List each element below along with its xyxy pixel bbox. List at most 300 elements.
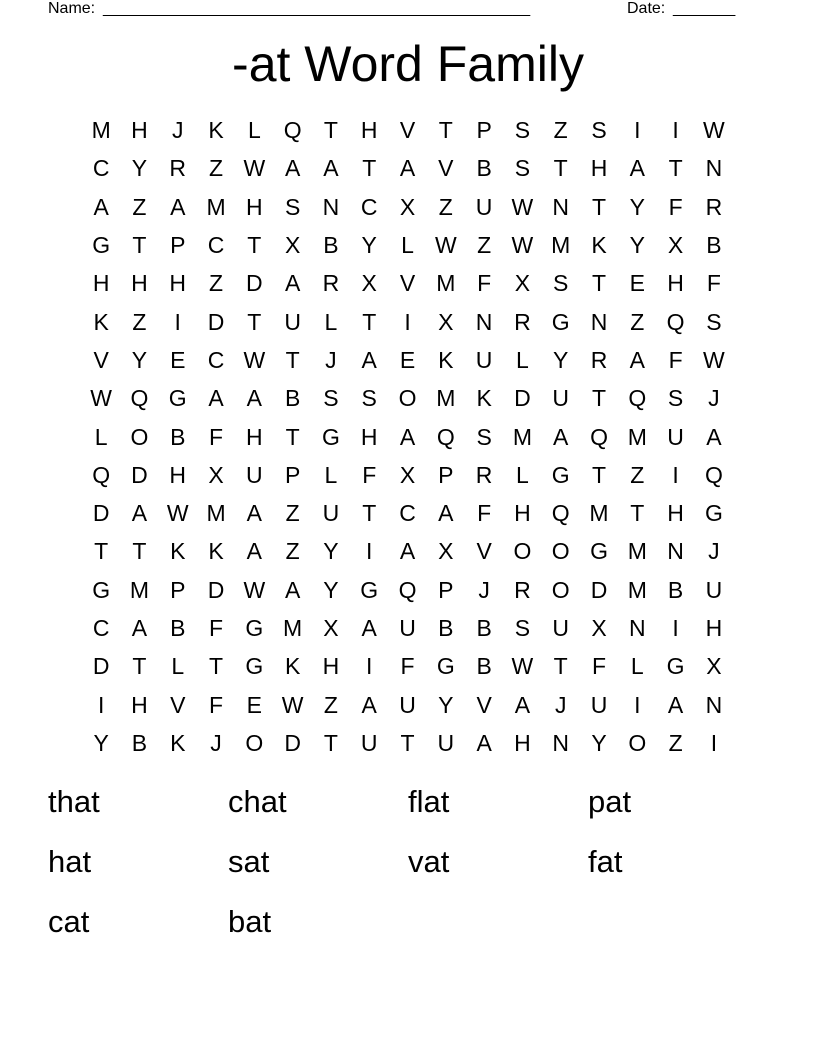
grid-letter[interactable]: X [667,232,684,259]
page-title: -at Word Family [232,36,584,92]
grid-letter[interactable]: E [629,270,645,297]
grid-letter[interactable]: H [360,423,378,450]
grid-letter[interactable]: G [245,653,264,680]
grid-letter[interactable]: Y [629,193,645,220]
grid-letter[interactable]: I [366,653,373,680]
grid-letter[interactable]: T [438,117,453,144]
grid-letter[interactable]: U [246,461,263,488]
grid-letter[interactable]: N [552,729,570,756]
grid-letter[interactable]: T [591,193,607,220]
grid-letter[interactable]: B [476,615,492,641]
grid-row [82,379,734,417]
grid-letter[interactable]: F [209,423,224,450]
grid-letter[interactable]: H [169,461,187,488]
grid-letter[interactable]: Z [553,117,568,144]
grid-letter[interactable]: S [323,385,339,412]
grid-letter[interactable]: R [169,155,187,182]
grid-letter[interactable]: O [245,729,264,756]
grid-letter[interactable]: J [554,691,567,718]
grid-letter[interactable]: A [246,538,262,565]
grid-letter[interactable]: D [131,461,148,488]
grid-letter[interactable]: S [361,385,377,412]
grid-letter[interactable]: E [399,346,416,373]
grid-letter[interactable]: K [93,308,109,335]
grid-letter[interactable]: W [703,117,725,144]
grid-letter[interactable]: T [591,461,607,488]
grid-letter[interactable]: T [132,232,147,259]
word-bank-item: vat [408,844,450,879]
grid-letter[interactable]: N [322,193,340,220]
grid-letter[interactable]: X [208,461,224,488]
grid-letter[interactable]: A [667,691,684,718]
grid-letter[interactable]: B [131,729,148,756]
grid-letter[interactable]: I [404,308,411,335]
grid-letter[interactable]: U [475,346,493,373]
grid-letter[interactable]: D [92,500,110,527]
grid-letter[interactable]: Q [130,385,149,412]
grid-letter[interactable]: G [92,232,111,259]
grid-letter[interactable]: P [170,232,186,259]
grid-letter[interactable]: T [247,232,262,259]
grid-letter[interactable]: Y [553,346,569,373]
grid-letter[interactable]: C [92,615,110,641]
grid-letter[interactable]: Y [93,729,109,756]
grid-letter[interactable]: H [131,691,148,718]
grid-letter[interactable]: C [207,232,225,259]
grid-letter[interactable]: T [323,117,338,144]
grid-letter[interactable]: T [362,500,377,527]
grid-letter[interactable]: R [514,576,531,603]
grid-letter[interactable]: S [476,423,492,450]
grid-letter[interactable]: H [322,653,340,680]
grid-letter[interactable]: A [399,155,416,182]
grid-letter[interactable]: F [706,270,721,297]
grid-letter[interactable]: S [553,270,569,297]
grid-letter[interactable]: A [514,691,531,718]
grid-letter[interactable]: Z [132,193,147,220]
grid-letter[interactable]: T [209,653,224,680]
grid-letter[interactable]: S [591,117,607,144]
grid-letter[interactable]: X [514,270,531,297]
grid-letter[interactable]: X [438,538,454,565]
grid-letter[interactable]: T [362,308,377,335]
grid-letter[interactable]: T [132,538,147,565]
grid-letter[interactable]: C [399,500,416,527]
grid-letter[interactable]: U [322,500,340,527]
grid-letter[interactable]: W [703,346,725,373]
grid-letter[interactable]: U [552,615,570,641]
grid-letter[interactable]: T [630,500,645,527]
grid-letter[interactable]: U [552,385,570,412]
grid-letter[interactable]: I [366,538,373,565]
grid-letter[interactable]: N [552,193,570,220]
grid-letter[interactable]: V [93,346,109,373]
grid-letter[interactable]: A [553,423,569,450]
grid-letter[interactable]: A [208,385,224,412]
grid-letter[interactable]: A [438,500,454,527]
grid-letter[interactable]: W [243,155,266,182]
grid-letter[interactable]: M [589,500,609,527]
grid-letter[interactable]: R [705,193,723,220]
grid-letter[interactable]: W [511,653,534,680]
grid-letter[interactable]: A [706,423,722,450]
grid-letter[interactable]: J [478,576,490,603]
grid-letter[interactable]: W [511,193,534,220]
grid-letter[interactable]: M [551,232,571,259]
grid-letter[interactable]: T [285,423,300,450]
grid-letter[interactable]: Z [209,155,224,182]
grid-row [82,685,734,723]
grid-letter[interactable]: G [321,423,340,450]
grid-letter[interactable]: W [90,385,112,412]
grid-letter[interactable]: P [438,461,454,488]
grid-letter[interactable]: Y [131,346,148,373]
grid-letter[interactable]: M [627,538,647,565]
grid-letter[interactable]: V [399,270,416,297]
grid-letter[interactable]: C [360,193,378,220]
name-field[interactable]: ________________________________________________ [103,0,531,17]
grid-letter[interactable]: W [281,691,304,718]
grid-letter[interactable]: A [93,193,109,220]
grid-letter[interactable]: B [323,232,339,259]
grid-letter[interactable]: Y [591,729,607,756]
grid-letter[interactable]: A [629,346,645,373]
grid-letter[interactable]: G [245,615,264,641]
grid-letter[interactable]: B [667,576,684,603]
grid-letter[interactable]: F [209,615,224,641]
grid-letter[interactable]: U [360,729,378,756]
grid-letter[interactable]: A [629,155,645,182]
grid-letter[interactable]: S [667,385,684,412]
grid-letter[interactable]: Q [398,576,417,603]
grid-letter[interactable]: I [634,117,641,144]
grid-letter[interactable]: T [553,155,568,182]
grid-letter[interactable]: M [283,615,303,641]
grid-letter[interactable]: M [512,423,532,450]
grid-letter[interactable]: Y [131,155,148,182]
grid-letter[interactable]: Q [436,423,455,450]
grid-letter[interactable]: H [131,270,148,297]
grid-letter[interactable]: U [284,308,301,335]
grid-letter[interactable]: A [284,155,301,182]
grid-letter[interactable]: X [284,232,301,259]
grid-letter[interactable]: T [285,346,300,373]
grid-letter[interactable]: I [174,308,181,335]
grid-letter[interactable]: R [322,270,340,297]
grid-letter[interactable]: Z [668,729,683,756]
word-bank [48,780,768,960]
grid-letter[interactable]: B [476,155,492,182]
grid-letter[interactable]: V [438,155,454,182]
grid-letter[interactable]: N [475,308,493,335]
grid-letter[interactable]: H [131,117,148,144]
grid-letter[interactable]: X [591,615,607,641]
grid-letter[interactable]: G [92,576,111,603]
grid-letter[interactable]: G [551,461,570,488]
grid-letter[interactable]: H [667,500,684,527]
grid-letter[interactable]: I [672,615,679,641]
grid-letter[interactable]: A [131,615,148,641]
grid-letter[interactable]: X [323,615,339,641]
grid-letter[interactable]: U [590,691,608,718]
grid-letter[interactable]: Y [323,576,339,603]
grid-letter[interactable]: D [92,653,110,680]
grid-letter[interactable]: T [94,538,109,565]
grid-letter[interactable]: A [284,576,301,603]
grid-letter[interactable]: H [705,615,723,641]
grid-letter[interactable]: U [399,691,416,718]
grid-letter[interactable]: I [97,691,105,718]
grid-letter[interactable]: G [168,385,187,412]
grid-letter[interactable]: Q [283,117,302,144]
grid-letter[interactable]: J [325,346,337,373]
grid-letter[interactable]: Z [285,538,300,565]
grid-letter[interactable]: B [170,423,186,450]
grid-letter[interactable]: Z [477,232,492,259]
grid-letter[interactable]: Q [92,461,111,488]
grid-letter[interactable]: C [207,346,225,373]
grid-letter[interactable]: F [668,193,683,220]
grid-letter[interactable]: O [130,423,149,450]
grid-letter[interactable]: B [438,615,454,641]
grid-letter[interactable]: J [708,385,720,412]
grid-letter[interactable]: P [170,576,186,603]
grid-letter[interactable]: D [514,385,531,412]
grid-letter[interactable]: F [591,653,607,680]
grid-letter[interactable]: B [170,615,186,641]
grid-letter[interactable]: K [208,117,224,144]
grid-letter[interactable]: V [170,691,186,718]
grid-letter[interactable]: U [667,423,684,450]
grid-letter[interactable]: T [591,270,607,297]
grid-letter[interactable]: H [246,193,263,220]
grid-letter[interactable]: Y [361,232,377,259]
grid-letter[interactable]: O [551,538,570,565]
grid-letter[interactable]: K [208,538,224,565]
grid-letter[interactable]: Z [630,461,645,488]
grid-letter[interactable]: K [476,385,492,412]
grid-letter[interactable]: C [92,155,110,182]
grid-letter[interactable]: W [243,576,266,603]
grid-letter[interactable]: A [284,270,301,297]
grid-letter[interactable]: M [627,576,647,603]
grid-letter[interactable]: T [362,155,377,182]
grid-letter[interactable]: D [207,308,225,335]
grid-letter[interactable]: H [514,500,531,527]
grid-letter[interactable]: X [438,308,454,335]
grid-letter[interactable]: E [246,691,262,718]
grid-letter[interactable]: X [361,270,377,297]
grid-letter[interactable]: I [634,691,641,718]
grid-letter[interactable]: N [590,308,608,335]
grid-letter[interactable]: H [92,270,110,297]
grid-letter[interactable]: A [246,500,262,527]
grid-letter[interactable]: G [436,653,455,680]
grid-letter[interactable]: L [324,308,338,335]
grid-letter[interactable]: W [166,500,189,527]
grid-letter[interactable]: I [672,461,679,488]
grid-letter[interactable]: V [476,691,492,718]
grid-letter[interactable]: S [514,615,531,641]
grid-letter[interactable]: J [708,538,720,565]
grid-letter[interactable]: A [476,729,492,756]
grid-letter[interactable]: W [243,346,266,373]
grid-letter[interactable]: O [398,385,417,412]
grid-letter[interactable]: J [171,117,184,144]
grid-letter[interactable]: G [704,500,723,527]
grid-letter[interactable]: T [132,653,147,680]
grid-letter[interactable]: U [705,576,723,603]
grid-letter[interactable]: U [399,615,416,641]
grid-letter[interactable]: B [284,385,301,412]
grid-letter[interactable]: Q [704,461,723,488]
grid-letter[interactable]: N [667,538,684,565]
grid-letter[interactable]: B [706,232,722,259]
grid-letter[interactable]: W [434,232,457,259]
grid-letter[interactable]: N [705,691,723,718]
grid-letter[interactable]: T [591,385,607,412]
grid-letter[interactable]: I [710,729,718,756]
grid-letter[interactable]: F [668,346,683,373]
grid-letter[interactable]: L [94,423,108,450]
grid-letter[interactable]: D [590,576,608,603]
grid-letter[interactable]: G [666,653,685,680]
grid-letter[interactable]: Y [438,691,454,718]
grid-letter[interactable]: H [590,155,608,182]
grid-letter[interactable]: L [247,117,261,144]
grid-letter[interactable]: A [399,538,416,565]
grid-letter[interactable]: R [475,461,493,488]
grid-letter[interactable]: Z [285,500,300,527]
grid-letter[interactable]: O [551,576,570,603]
grid-letter[interactable]: A [323,155,339,182]
grid-letter[interactable]: R [590,346,608,373]
grid-letter[interactable]: M [436,385,456,412]
grid-letter[interactable]: L [516,346,529,373]
grid-letter[interactable]: S [514,155,531,182]
date-field[interactable]: _______ [673,0,736,17]
grid-letter[interactable]: M [206,193,226,220]
word-bank-item: flat [408,784,450,819]
grid-letter[interactable]: Z [209,270,224,297]
grid-letter[interactable]: R [514,308,531,335]
grid-letter[interactable]: D [284,729,301,756]
grid-letter[interactable]: N [628,615,646,641]
grid-letter[interactable]: Q [551,500,570,527]
grid-row [82,417,734,455]
grid-letter[interactable]: D [246,270,263,297]
grid-letter[interactable]: A [131,500,148,527]
grid-letter[interactable]: M [206,500,226,527]
grid-letter[interactable]: N [705,155,723,182]
grid-letter[interactable]: G [590,538,608,565]
grid-letter[interactable]: U [475,193,493,220]
grid-letter[interactable]: O [628,729,647,756]
grid-letter[interactable]: M [91,117,111,144]
grid-letter[interactable]: B [476,653,492,680]
grid-letter[interactable]: Z [323,691,338,718]
grid-letter[interactable]: T [247,308,262,335]
grid-letter[interactable]: K [170,538,186,565]
grid-letter[interactable]: V [476,538,492,565]
grid-letter[interactable]: I [672,117,679,144]
grid-letter[interactable]: H [246,423,263,450]
grid-letter[interactable]: Q [590,423,608,450]
grid-letter[interactable]: Y [629,232,645,259]
grid-letter[interactable]: A [361,615,377,641]
grid-letter[interactable]: F [209,691,224,718]
grid-letter[interactable]: F [477,270,492,297]
grid-letter[interactable]: A [361,346,377,373]
grid-letter[interactable]: V [399,117,416,144]
grid-letter[interactable]: X [399,461,416,488]
grid-letter[interactable]: Z [630,308,645,335]
grid-letter[interactable]: Q [628,385,647,412]
grid-letter[interactable]: H [514,729,531,756]
grid-letter[interactable]: L [630,653,644,680]
grid-letter[interactable]: O [513,538,532,565]
grid-letter[interactable]: E [170,346,186,373]
grid-letter[interactable]: W [511,232,534,259]
grid-letter[interactable]: K [438,346,454,373]
grid-letter[interactable]: T [668,155,683,182]
grid-letter[interactable]: M [129,576,150,603]
grid-letter[interactable]: A [399,423,416,450]
grid-row [82,226,734,264]
grid-letter[interactable]: X [399,193,416,220]
grid-letter[interactable]: L [516,461,529,488]
grid-letter[interactable]: Z [438,193,453,220]
grid-letter[interactable]: S [284,193,301,220]
grid-letter[interactable]: A [246,385,262,412]
grid-letter[interactable]: G [551,308,570,335]
grid-letter[interactable]: T [400,729,415,756]
grid-letter[interactable]: T [553,653,568,680]
grid-letter[interactable]: Q [666,308,685,335]
grid-letter[interactable]: P [284,461,301,488]
grid-letter[interactable]: T [323,729,338,756]
grid-letter[interactable]: S [514,117,531,144]
grid-letter[interactable]: P [476,117,492,144]
grid-letter[interactable]: L [171,653,185,680]
grid-letter[interactable]: M [436,270,456,297]
grid-letter[interactable]: Y [323,538,339,565]
grid-letter[interactable]: U [437,729,455,756]
grid-letter[interactable]: P [438,576,454,603]
grid-letter[interactable]: D [207,576,225,603]
grid-letter[interactable]: G [360,576,379,603]
grid-letter[interactable]: F [362,461,377,488]
grid-letter[interactable]: Z [132,308,147,335]
grid-letter[interactable]: K [591,232,607,259]
grid-letter[interactable]: F [477,500,492,527]
grid-letter[interactable]: F [400,653,415,680]
name-label: Name: [48,0,96,17]
grid-letter[interactable]: J [210,729,222,756]
grid-letter[interactable]: L [324,461,338,488]
grid-letter[interactable]: H [360,117,378,144]
grid-letter[interactable]: M [627,423,647,450]
grid-letter[interactable]: H [667,270,684,297]
grid-letter[interactable]: H [169,270,187,297]
grid-letter[interactable]: X [706,653,722,680]
grid-letter[interactable]: L [401,232,414,259]
grid-letter[interactable]: A [361,691,377,718]
grid-letter[interactable]: K [284,653,301,680]
grid-letter[interactable]: A [170,193,186,220]
grid-letter[interactable]: S [706,308,722,335]
grid-letter[interactable]: K [170,729,186,756]
